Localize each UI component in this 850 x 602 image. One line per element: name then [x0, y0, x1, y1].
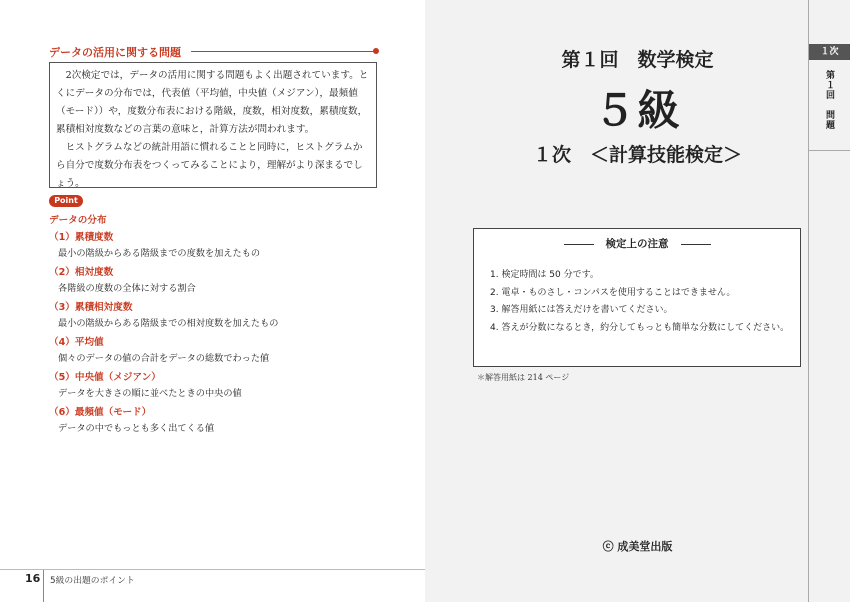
note-item: 4. 答えが分数になるとき，約分してもっとも簡単な分数にしてください。: [490, 322, 790, 333]
point-definition: 個々のデータの値の合計をデータの総数でわった値: [58, 353, 270, 364]
note-item: 2. 電卓・ものさし・コンパスを使用することはできません。: [490, 287, 736, 298]
publisher: ⓒ 成美堂出版: [602, 540, 673, 553]
notes-title-dash: [564, 244, 594, 245]
notes-box: [473, 228, 801, 367]
point-definition: 最小の階級からある階級までの度数を加えたもの: [58, 248, 261, 259]
intro-paragraph-1: 2次検定では，データの活用に関する問題もよく出題されています。とくにデータの分布では，代表値（平均値，中央値（メジアン），最頻値（モード））や，度数分布表における階級，度数，相対度数，累積度数，累積相対度数などの言葉の意味と，計算方法が問われます。: [56, 70, 369, 135]
grade-title: ５級: [593, 86, 682, 135]
note-item: 1. 検定時間は 50 分です。: [490, 270, 599, 280]
notes-title-dash: [681, 244, 711, 245]
side-tab-end-rule: [809, 150, 850, 151]
point-term: （4）平均値: [49, 337, 104, 348]
page-number: 16: [25, 572, 41, 585]
footer-rule: [0, 569, 425, 570]
point-item: [49, 266, 389, 301]
exam-title: 第１回 数学検定: [561, 49, 714, 71]
point-item: [49, 406, 389, 441]
point-heading: データの分布: [49, 215, 107, 226]
point-definition: 各階級の度数の全体に対する割合: [58, 283, 196, 294]
point-item: [49, 231, 389, 266]
point-definition: データを大きさの順に並べたときの中央の値: [58, 388, 242, 399]
notes-title-text: 検定上の注意: [605, 238, 669, 250]
point-list: [49, 231, 389, 441]
footer-separator: [43, 570, 44, 602]
side-tab-label: １次: [809, 44, 850, 60]
note-item: 3. 解答用紙には答えだけを書いてください。: [490, 305, 673, 315]
point-term: （5）中央値（メジアン）: [49, 372, 161, 383]
answer-sheet-footnote: ＊解答用紙は 214 ページ: [477, 373, 570, 382]
point-term: （6）最頻値（モード）: [49, 407, 152, 418]
point-term: （3）累積相対度数: [49, 302, 133, 313]
section-title-rule: [191, 51, 375, 52]
point-term: （1）累積度数: [49, 232, 114, 243]
section-title-dot: [373, 48, 379, 54]
notes-title: [474, 236, 800, 251]
exam-subtitle: １次 ＜計算技能検定＞: [532, 144, 742, 166]
right-page: [425, 0, 850, 602]
point-item: [49, 336, 389, 371]
intro-paragraph-2: ヒストグラムなどの統計用語に慣れることと同時に，ヒストグラムから自分で度数分布表をつくってみることにより，理解がより深まるでしょう。: [56, 142, 363, 189]
point-item: [49, 301, 389, 336]
point-definition: データの中でもっとも多く出てくる値: [58, 423, 215, 434]
point-item: [49, 371, 389, 406]
notes-list: [490, 267, 790, 337]
side-tab-vertical-text: 第１回 問題: [824, 70, 834, 130]
side-tab-vertical: [809, 70, 850, 150]
point-badge: Point: [49, 195, 83, 207]
section-title: [49, 44, 379, 60]
point-definition: 最小の階級からある階級までの相対度数を加えたもの: [58, 318, 279, 329]
footer-text: 5級の出題のポイント: [50, 576, 135, 586]
section-title-text: データの活用に関する問題: [49, 46, 181, 59]
point-term: （2）相対度数: [49, 267, 114, 278]
intro-box: [49, 62, 377, 188]
